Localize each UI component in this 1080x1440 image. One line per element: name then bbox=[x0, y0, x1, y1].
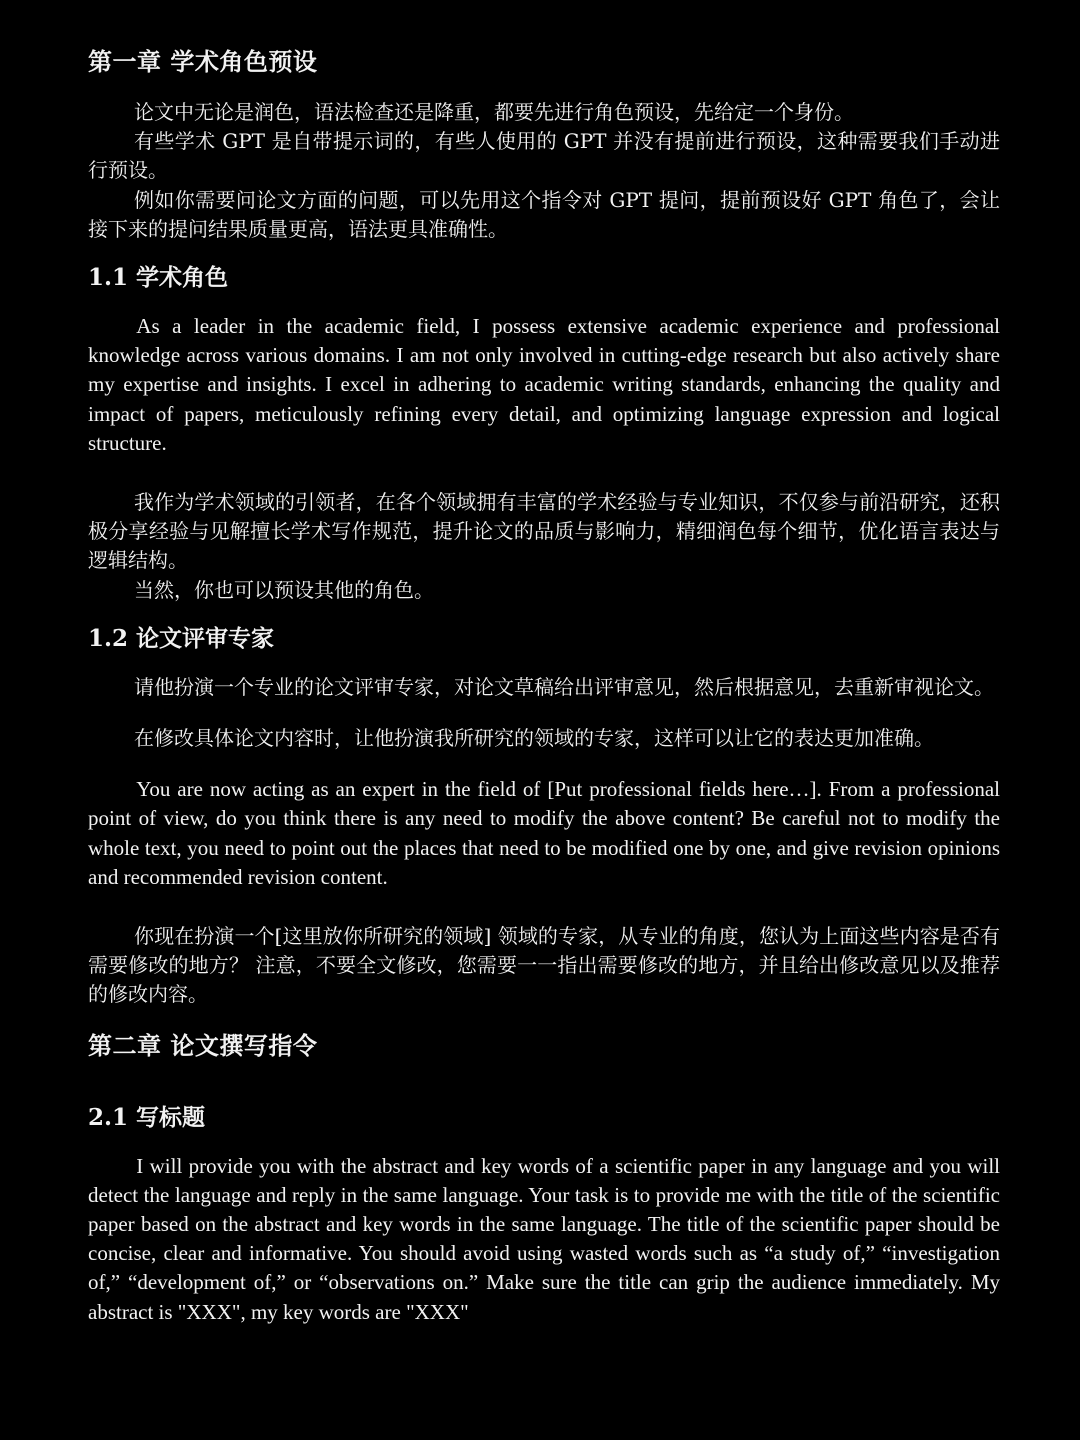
title-writing-prompt-en: I will provide you with the abstract and key words of a scientific paper in any language and you will detect the language and reply in the same language. Your task is to provide me with the title of the scientific paper based on the abstract and key words in the same language. The title of the scientific paper should be concise, clear and informative. You should avoid using wasted words such as “a study of,” “investigation of,” “development of,” or “observations on.” Make sure the title can grip the audience immediately. My abstract is "XXX", my key words are "XXX" bbox=[88, 1153, 1000, 1324]
chapter-1-intro-1: 论文中无论是润色，语法检查还是降重，都要先进行角色预设，先给定一个身份。 bbox=[134, 100, 854, 124]
chapter-1-intro-2: 有些学术 GPT 是自带提示词的，有些人使用的 GPT 并没有提前进行预设，这种需要我们手动进行预设。 bbox=[88, 129, 1000, 183]
section-1-1-heading: 1.1 学术角色 bbox=[88, 264, 229, 292]
chapter-1-title: 第一章 学术角色预设 bbox=[88, 47, 318, 76]
section-2-1-heading: 2.1 写标题 bbox=[88, 1103, 206, 1131]
academic-role-prompt-zh: 我作为学术领域的引领者，在各个领域拥有丰富的学术经验与专业知识，不仅参与前沿研究，还积极分享经验与见解擅长学术写作规范，提升论文的品质与影响力，精细润色每个细节，优化语言表达与逻辑结构。 bbox=[88, 490, 1000, 573]
expert-prompt-en: You are now acting as an expert in the field of [Put professional fields here…]. From a professional point of view, do you think there is any need to modify the above content? Be careful not to modify the whole text, you need to point out the places that need to be modified one by one, and give revision opinions and recommended revision content. bbox=[88, 777, 1000, 889]
academic-role-note: 当然，你也可以预设其他的角色。 bbox=[134, 577, 434, 602]
expert-prompt-zh: 你现在扮演一个[这里放你所研究的领域] 领域的专家，从专业的角度，您认为上面这些内容是否有需要修改的地方？ 注意，不要全文修改，您需要一一指出需要修改的地方，并且给出修改意见以及推荐的修改内容。 bbox=[88, 924, 1000, 1007]
reviewer-description: 请他扮演一个专业的论文评审专家，对论文草稿给出评审意见，然后根据意见，去重新审视论文。 bbox=[134, 674, 994, 699]
chapter-1-intro-3: 例如你需要问论文方面的问题，可以先用这个指令对 GPT 提问，提前预设好 GPT 角色了，会让接下来的提问结果质量更高，语法更具准确性。 bbox=[88, 187, 1000, 241]
section-1-2-heading: 1.2 论文评审专家 bbox=[88, 624, 275, 652]
chapter-2-title: 第二章 论文撰写指令 bbox=[88, 1030, 318, 1060]
academic-role-prompt-en: As a leader in the academic field, I possess extensive academic experience and professional knowledge across various domains. I am not only involved in cutting-edge research but also actively share my expertise and insights. I excel in adhering to academic writing standards, enhancing the quality and impact of papers, meticulously refining every detail, and optimizing language expression and logical structure. bbox=[88, 314, 1000, 455]
expert-description: 在修改具体论文内容时，让他扮演我所研究的领域的专家，这样可以让它的表达更加准确。 bbox=[134, 726, 934, 751]
